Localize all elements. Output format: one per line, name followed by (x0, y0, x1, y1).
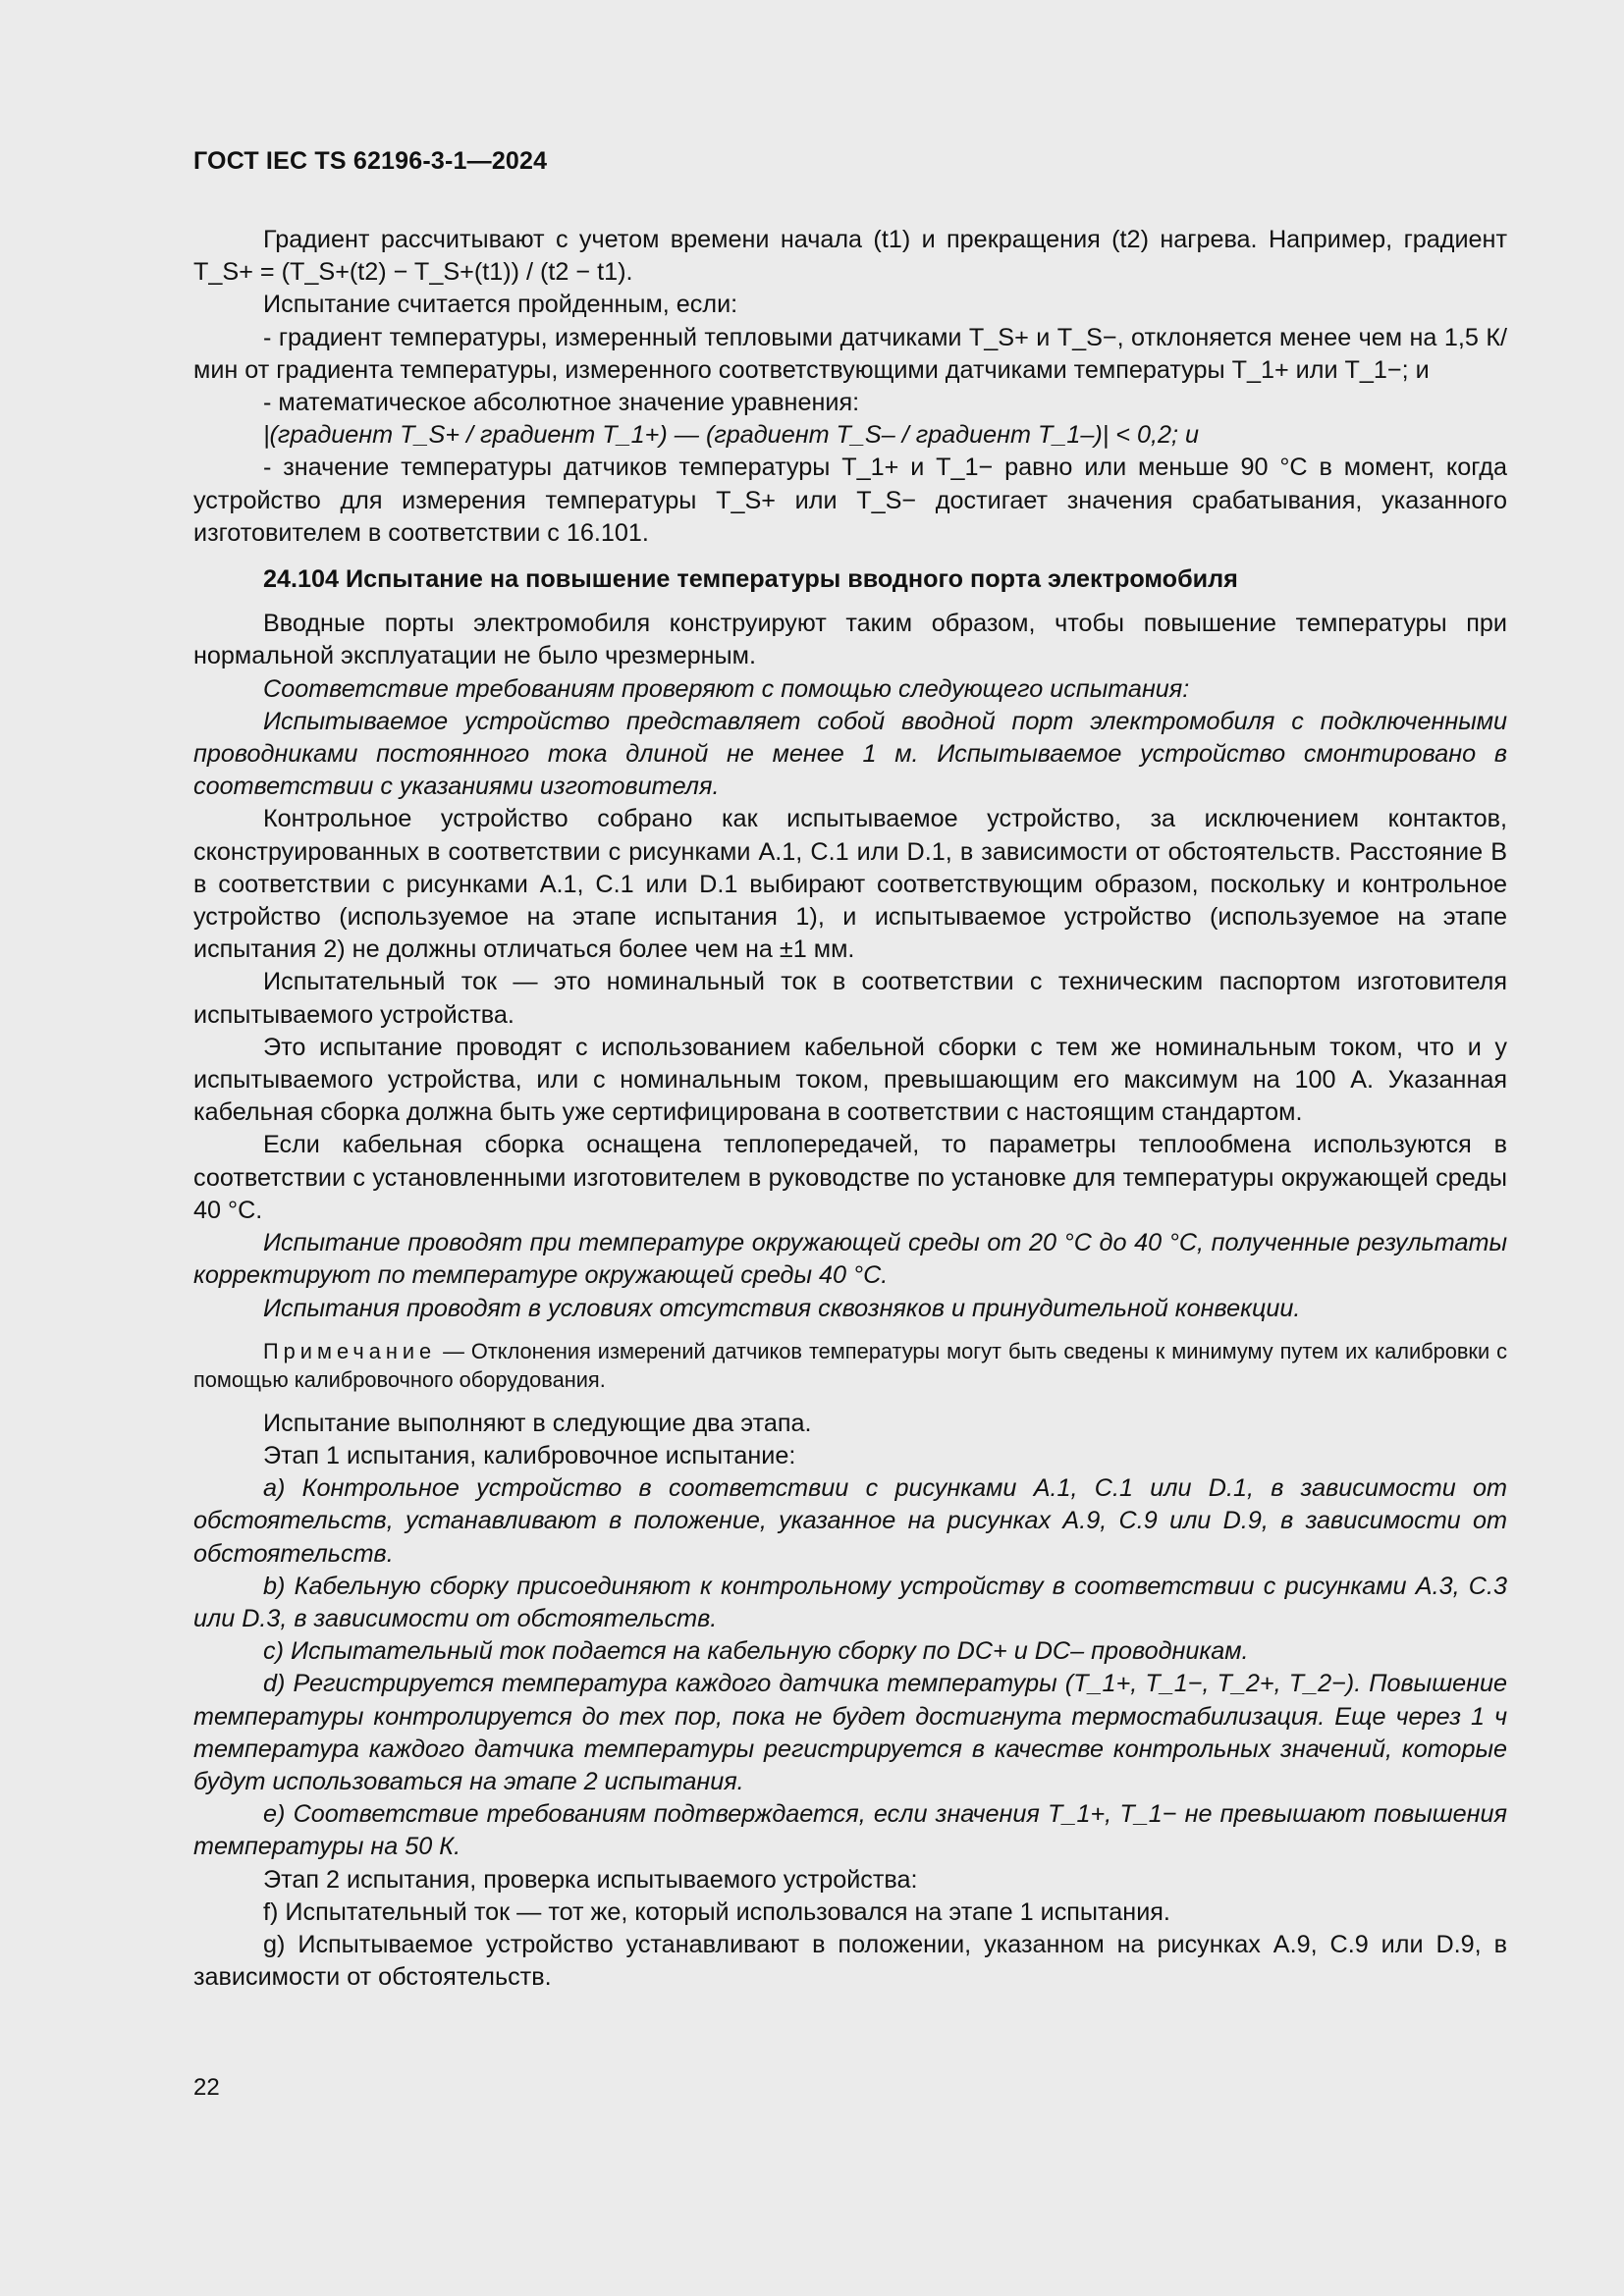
paragraph: Вводные порты электромобиля конструируют таким образом, чтобы повышение температуры при нормальной эксплуатации не было чрезмерным. (193, 610, 1507, 670)
paragraph: Испытание проводят при температуре окружающей среды от 20 °С до 40 °С, полученные результаты корректируют по температуре окружающей среды 40 °С. (193, 1229, 1507, 1290)
list-item: b) Кабельную сборку присоединяют к контрольному устройству в соответствии с рисунками А.3, С.3 или D.3, в зависимости от обстоятельств. (193, 1572, 1507, 1632)
list-item: f) Испытательный ток — тот же, который использовался на этапе 1 испытания. (263, 1897, 1170, 1926)
note (193, 1337, 1507, 1394)
paragraph: Если кабельная сборка оснащена теплопередачей, то параметры теплообмена используются в соответствии с установленными изготовителем в руководстве по установке для температуры окружающей среды 40 °С. (193, 1131, 1507, 1224)
paragraph: Контрольное устройство собрано как испытываемое устройство, за исключением контактов, сконструированных в соответствии с рисунками А.1, С.1 или D.1, в зависимости от обстоятельств. Расстояние В в соответствии с рисунками А.1, С.1 или D.1 выбирают соответствующим образом, поскольку и контрольное устройство (используемое на этапе испытания 1), и испытываемое устройство (используемое на этапе испытания 2) не должны отличаться более чем на ±1 мм. (193, 805, 1507, 964)
list-item: - значение температуры датчиков температуры T_1+ и T_1− равно или меньше 90 °С в момент, когда устройство для измерения температуры T_S+ или T_S− достигает значения срабатывания, указанного изготовителем в соответствии с 16.101. (193, 454, 1507, 547)
list-item: е) Соответствие требованиям подтверждается, если значения T_1+, T_1− не превышают повышения температуры на 50 К. (193, 1800, 1507, 1861)
note-label: Примечание (263, 1338, 437, 1363)
document-header: ГОСТ IEC TS 62196-3-1—2024 (193, 147, 548, 175)
paragraph: Испытание считается пройденным, если: (263, 291, 738, 319)
document-body (193, 224, 1507, 1994)
paragraph: Соответствие требованиям проверяют с помощью следующего испытания: (263, 674, 1190, 703)
paragraph: Это испытание проводят с использованием кабельной сборки с тем же номинальным током, что и у испытываемого устройства, или с номинальным током, превышающим его максимум на 100 А. Указанная кабельная сборка должна быть уже сертифицирована в соответствии с настоящим стандартом. (193, 1033, 1507, 1127)
paragraph: Этап 1 испытания, калибровочное испытание: (263, 1441, 796, 1469)
paragraph: Испытание выполняют в следующие два этапа. (263, 1409, 812, 1437)
formula: |(градиент T_S+ / градиент T_1+) — (градиент T_S– / градиент T_1–)| < 0,2; и (263, 421, 1200, 450)
note-text: — Отклонения измерений датчиков температуры могут быть сведены к минимуму путем их калибровки с помощью калибровочного оборудования. (193, 1338, 1507, 1392)
paragraph: Испытания проводят в условиях отсутствия сквозняков и принудительной конвекции. (263, 1294, 1301, 1322)
section-title: 24.104 Испытание на повышение температуры вводного порта электромобиля (263, 565, 1238, 594)
list-item: d) Регистрируется температура каждого датчика температуры (T_1+, T_1−, T_2+, T_2−). Повышение температуры контролируется до тех пор, пока не будет достигнута термостабилизация. Еще через 1 ч температура каждого датчика температуры регистрируется в качестве контрольных значений, которые будут использоваться на этапе 2 испытания. (193, 1670, 1507, 1795)
list-item: а) Контрольное устройство в соответствии с рисунками А.1, С.1 или D.1, в зависимости от обстоятельств, устанавливают в положение, указанное на рисунках А.9, С.9 или D.9, в зависимости от обстоятельств. (193, 1474, 1507, 1568)
list-item: - градиент температуры, измеренный тепловыми датчиками T_S+ и T_S−, отклоняется менее чем на 1,5 К/мин от градиента температуры, измеренного соответствующими датчиками температуры T_1+ или T_1−; и (193, 323, 1507, 384)
paragraph: Испытательный ток — это номинальный ток в соответствии с техническим паспортом изготовителя испытываемого устройства. (193, 968, 1507, 1029)
page-number: 22 (193, 2074, 220, 2101)
paragraph: Градиент рассчитывают с учетом времени начала (t1) и прекращения (t2) нагрева. Например, градиент T_S+ = (T_S+(t2) − T_S+(t1)) / (t2 − t1). (193, 226, 1507, 287)
list-item: g) Испытываемое устройство устанавливают в положении, указанном на рисунках А.9, С.9 или D.9, в зависимости от обстоятельств. (193, 1930, 1507, 1992)
list-item: с) Испытательный ток подается на кабельную сборку по DC+ и DC– проводникам. (263, 1637, 1249, 1666)
list-item: - математическое абсолютное значение уравнения: (263, 389, 860, 417)
paragraph: Испытываемое устройство представляет собой вводной порт электромобиля с подключенными проводниками постоянного тока длиной не менее 1 м. Испытываемое устройство смонтировано в соответствии с указаниями изготовителя. (193, 707, 1507, 801)
paragraph: Этап 2 испытания, проверка испытываемого устройства: (263, 1865, 918, 1894)
